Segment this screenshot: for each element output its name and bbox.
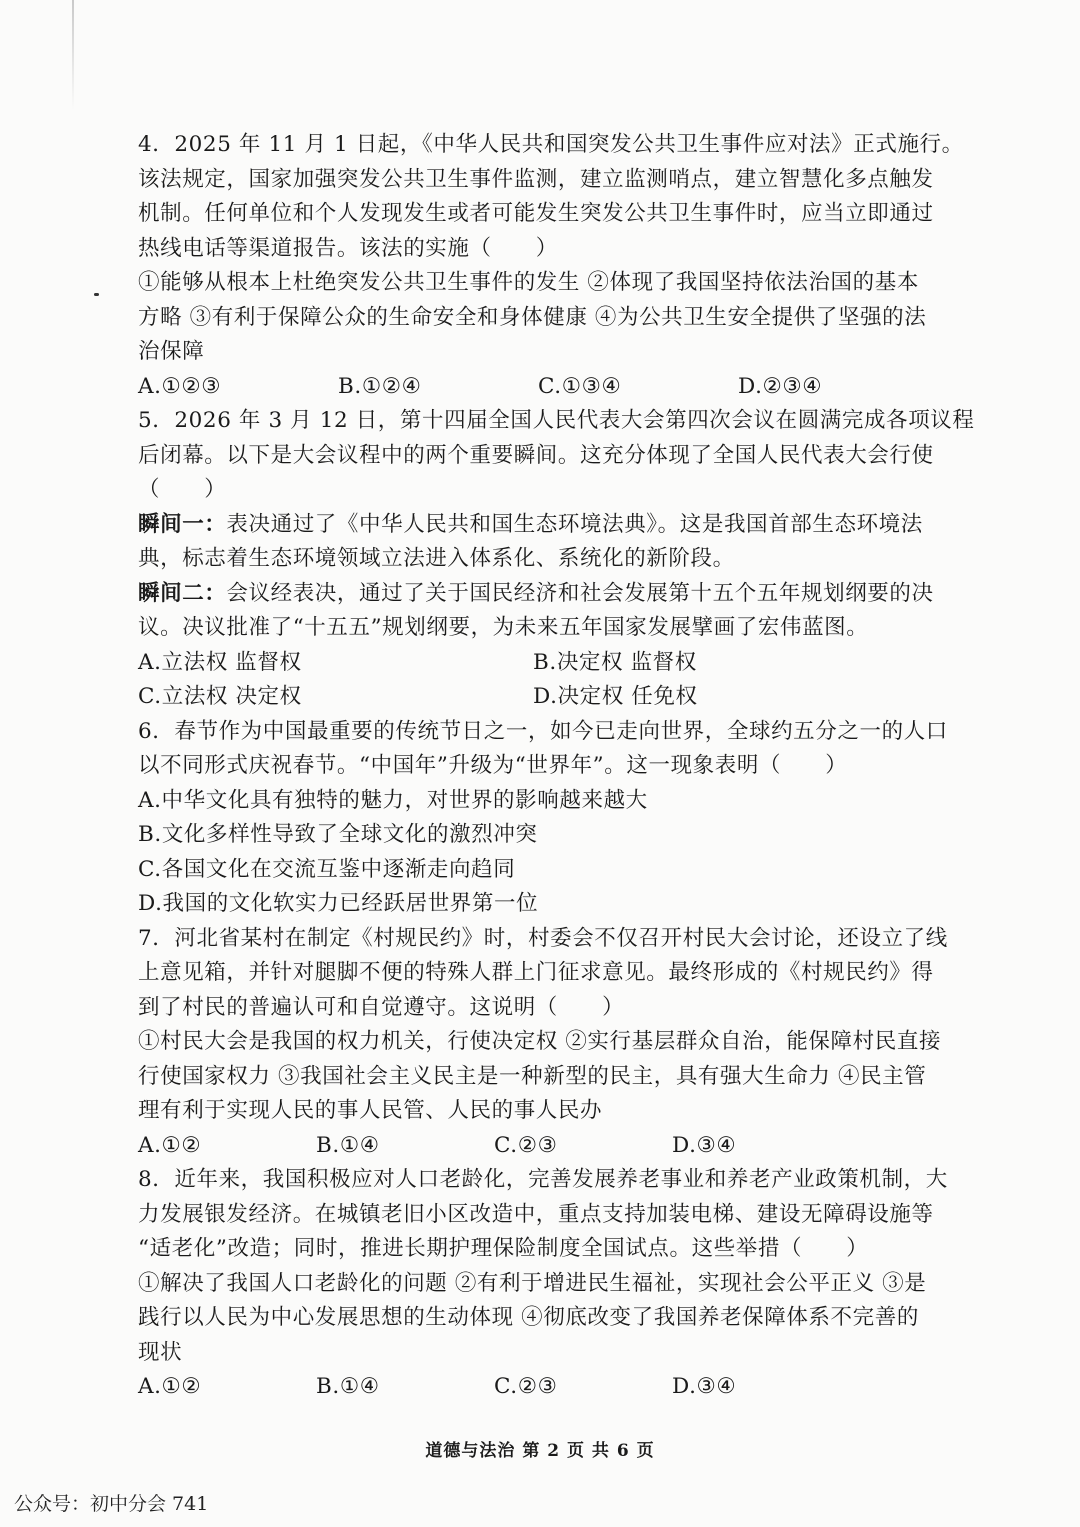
question-5-options [138,680,978,715]
moment-1-text: 表决通过了《中华人民共和国生态环境法典》。这是我国首部生态环境法 [226,511,923,537]
question-5-line: （ ） [138,477,227,502]
question-7-line: ①村民大会是我国的权力机关，行使决定权 ②实行基层群众自治，能保障村民直接 [138,1029,942,1054]
option-d: D.③④ [672,1374,737,1399]
option-b: B.决定权 监督权 [533,649,697,675]
moment-2-text: 会议经表决，通过了关于国民经济和社会发展第十五个五年规划纲要的决 [226,580,934,606]
page-footer: 道德与法治 第 2 页 共 6 页 [425,1441,655,1461]
option-d: D.③④ [672,1132,737,1158]
question-4-line: ①能够从根本上杜绝突发公共卫生事件的发生 ②体现了我国坚持依法治国的基本 [138,270,919,295]
question-8-options [138,1370,978,1405]
moment-2 [138,577,978,612]
question-6 [138,715,978,922]
option-b: B.①④ [316,1132,380,1158]
moment-1-label: 瞬间一： [138,511,227,537]
questions-body [138,128,978,1405]
option-d: D.②③④ [738,373,823,399]
option-a: A.①② [138,1132,202,1158]
fold-line [72,0,74,110]
question-7-line: 理有利于实现人民的事人民管、人民的事人民办 [138,1098,603,1123]
option-c: C.②③ [494,1132,558,1158]
option-a: A.①②③ [138,373,222,399]
question-7-options [138,1129,978,1164]
option-c: C.各国文化在交流互鉴中逐渐走向趋同 [138,856,516,882]
watermark-text: 公众号：初中分会 741 [14,1493,209,1515]
option-a: A.中华文化具有独特的魅力，对世界的影响越来越大 [138,787,648,813]
option-c: C.立法权 决定权 [138,684,302,709]
question-5-options [138,646,978,681]
question-8-line: 现状 [138,1339,183,1365]
question-4-line: 方略 ③有利于保障公众的生命安全和身体健康 ④为公共卫生安全提供了坚强的法 [138,304,927,330]
question-5-line: 后闭幕。以下是大会议程中的两个重要瞬间。这充分体现了全国人民代表大会行使 [138,442,934,468]
question-7 [138,922,978,1164]
question-4 [138,128,978,404]
question-8-line: 力发展银发经济。在城镇老旧小区改造中，重点支持加装电梯、建设无障碍设施等 [138,1201,934,1227]
question-7-line: 到了村民的普遍认可和自觉遵守。这说明（ ） [138,994,625,1020]
question-8-line: ①解决了我国人口老龄化的问题 ②有利于增进民生福祉，实现社会公平正义 ③是 [138,1270,927,1296]
question-7-line: 行使国家权力 ③我国社会主义民主是一种新型的民主，具有强大生命力 ④民主管 [138,1063,927,1089]
question-4-line: 治保障 [138,339,205,364]
question-5-line: 5．2026 年 3 月 12 日，第十四届全国人民代表大会第四次会议在圆满完成各项议程 [138,408,975,433]
question-6-line: 以不同形式庆祝春节。“中国年”升级为“世界年”。这一现象表明（ ） [138,753,848,778]
option-a: A.①② [138,1374,202,1399]
option-d: D.我国的文化软实力已经跃居世界第一位 [138,891,539,916]
moment-2-text: 议。决议批准了“十五五”规划纲要，为未来五年国家发展擘画了宏伟蓝图。 [138,615,869,640]
option-b: B.①②④ [338,373,422,399]
question-8 [138,1163,978,1405]
option-c: C.②③ [494,1374,558,1399]
question-8-line: 8．近年来，我国积极应对人口老龄化，完善发展养老事业和养老产业政策机制，大 [138,1167,948,1192]
moment-1 [138,508,978,543]
question-5 [138,404,978,715]
question-4-line: 该法规定，国家加强突发公共卫生事件监测，建立监测哨点，建立智慧化多点触发 [138,166,934,192]
scan-speck [94,293,99,296]
question-4-options [138,370,978,405]
option-c: C.①③④ [538,373,622,399]
question-8-line: 践行以人民为中心发展思想的生动体现 ④彻底改变了我国养老保障体系不完善的 [138,1305,919,1330]
moment-2-label: 瞬间二： [138,580,227,606]
question-7-line: 7．河北省某村在制定《村规民约》时，村委会不仅召开村民大会讨论，还设立了线 [138,925,948,951]
question-4-line: 机制。任何单位和个人发现发生或者可能发生突发公共卫生事件时，应当立即通过 [138,201,934,226]
option-a: A.立法权 监督权 [138,649,302,675]
question-7-line: 上意见箱，并针对腿脚不便的特殊人群上门征求意见。最终形成的《村规民约》得 [138,960,934,985]
question-6-line: 6．春节作为中国最重要的传统节日之一，如今已走向世界，全球约五分之一的人口 [138,718,948,744]
question-4-line: 4．2025 年 11 月 1 日起，《中华人民共和国突发公共卫生事件应对法》正式施行。 [138,132,964,157]
question-8-line: “适老化”改造；同时，推进长期护理保险制度全国试点。这些举措（ ） [138,1236,869,1261]
option-b: B.文化多样性导致了全球文化的激烈冲突 [138,822,538,847]
option-d: D.决定权 任免权 [533,684,698,709]
moment-1-text: 典，标志着生态环境领域立法进入体系化、系统化的新阶段。 [138,546,735,571]
option-b: B.①④ [316,1374,380,1399]
question-4-line: 热线电话等渠道报告。该法的实施（ ） [138,235,558,261]
